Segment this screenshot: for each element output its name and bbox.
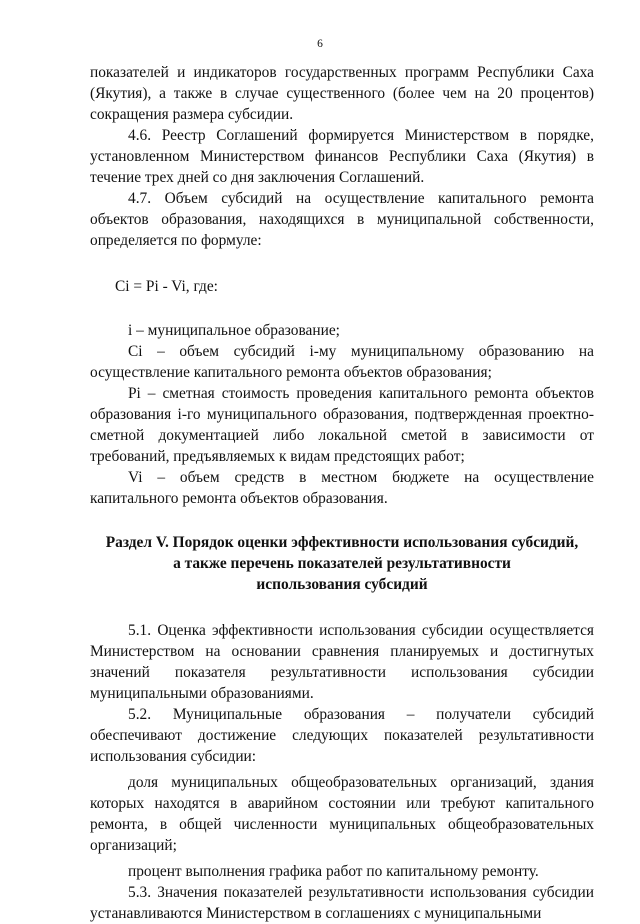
section-heading-line: использования субсидий bbox=[256, 576, 428, 593]
indicator-item: процент выполнения графика работ по капитальному ремонту. bbox=[128, 863, 539, 880]
formula: Ci = Pi - Vi, где: bbox=[115, 278, 218, 295]
paragraph-4-7: 4.7. Объем субсидий на осуществление капитального ремонта объектов образования, находящихся в муниципальной собственности, определяется по формуле: bbox=[90, 190, 594, 249]
paragraph-5-2: 5.2. Муниципальные образования – получатели субсидий обеспечивают достижение следующих показателей результативности использования субсидии: bbox=[90, 706, 594, 765]
section-heading-line: а также перечень показателей результативности bbox=[173, 555, 511, 572]
section-heading-line: Раздел V. Порядок оценки эффективности использования субсидий, bbox=[105, 534, 579, 551]
paragraph-continued: показателей и индикаторов государственных программ Республики Саха (Якутия), а также в случае существенного (более чем на 20 процентов) сокращения размера субсидии. bbox=[90, 64, 594, 123]
definition-vi: Vi – объем средств в местном бюджете на осуществление капитального ремонта объектов образования. bbox=[90, 469, 594, 507]
page-number: 6 bbox=[317, 38, 323, 50]
document-body bbox=[90, 62, 594, 924]
indicator-item: доля муниципальных общеобразовательных организаций, здания которых находятся в аварийном состоянии или требуют капитального ремонта, в общей численности муниципальных общеобразовательных организаций; bbox=[90, 774, 594, 854]
paragraph-5-1: 5.1. Оценка эффективности использования субсидии осуществляется Министерством на основании сравнения планируемых и достигнутых значений показателя результативности использования субсидии муниципальными образованиями. bbox=[90, 622, 594, 702]
paragraph-5-3: 5.3. Значения показателей результативности использования субсидии устанавливаются Министерством в соглашениях с муниципальными bbox=[90, 884, 594, 922]
definition-ci: Ci – объем субсидий i-му муниципальному образованию на осуществление капитального ремонта объектов образования; bbox=[90, 343, 594, 381]
definition-pi: Pi – сметная стоимость проведения капитального ремонта объектов образования i-го муниципального образования, подтвержденная проектно-сметной документацией либо локальной сметой в зависимости от требований, предъявляемых к видам предстоящих работ; bbox=[90, 385, 594, 465]
paragraph-4-6: 4.6. Реестр Соглашений формируется Министерством в порядке, установленном Министерством финансов Республики Саха (Якутия) в течение трех дней со дня заключения Соглашений. bbox=[90, 127, 594, 186]
section-heading bbox=[90, 532, 594, 595]
definition-i: i – муниципальное образование; bbox=[128, 322, 340, 339]
